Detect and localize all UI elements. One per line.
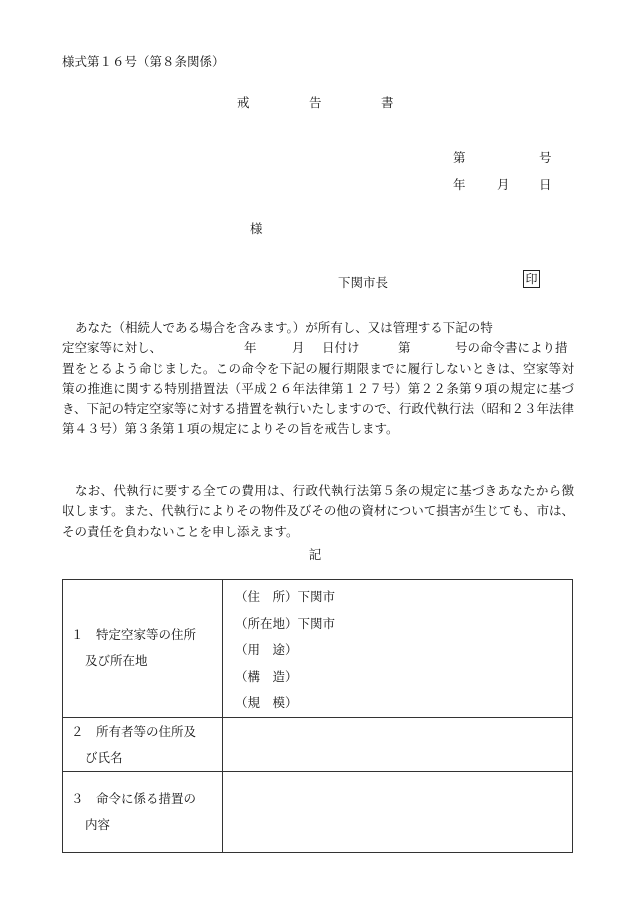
row2-label-line2: び氏名 — [85, 749, 123, 765]
document-title — [0, 93, 630, 109]
table-row — [63, 771, 573, 852]
table-row — [63, 717, 573, 771]
addressee-suffix: 様 — [250, 221, 263, 236]
title-char-3: 書 — [381, 95, 394, 110]
ki-heading: 記 — [308, 547, 322, 562]
form-label: 様式第１６号（第８条関係） — [62, 54, 225, 69]
line2-text: 定空家等に対し、 — [62, 340, 163, 356]
line2-year: 年 — [244, 340, 257, 356]
doc-number-prefix: 第 — [453, 150, 466, 165]
title-char-2: 告 — [309, 95, 322, 110]
table-row — [63, 580, 573, 718]
paragraph-1-rest: 置をとるよう命じました。この命令を下記の履行期限までに履行しないときは、空家等対策の推進に関する特別措置法（平成２６年法律第１２７号）第２２条第９項の規定に基づき、下記の特定空家等に対する措置を執行いたしますので、行政代執行法（昭和２３年法律第４３号）第３条第１項の規定によりその旨を戒告します。 — [62, 360, 574, 437]
paragraph-1 — [62, 318, 574, 440]
structure-value: （構 造） — [235, 668, 298, 684]
line2-number: 第 — [398, 340, 411, 356]
detail-table — [62, 579, 573, 853]
usage-value: （用 途） — [235, 642, 298, 657]
owner-value-cell — [223, 717, 573, 771]
date-year: 年 — [453, 177, 466, 192]
row3-label-line1: ３ 命令に係る措置の — [71, 790, 197, 806]
location-value: （所在地）下関市 — [235, 615, 336, 631]
paragraph-2: なお、代執行に要する全ての費用は、行政代執行法第５条の規定に基づきあなたから徴収します。また、代執行によりその物件及びその他の資材について損害が生じても、市は、その責任を負わないことを申し添えます。 — [62, 483, 574, 539]
title-char-1: 戒 — [237, 95, 250, 110]
line2-date: 日付け — [322, 340, 360, 356]
date-day: 日 — [539, 177, 552, 192]
paragraph-1-line-2 — [62, 338, 574, 358]
doc-number-suffix: 号 — [539, 150, 552, 165]
date-month: 月 — [497, 177, 510, 192]
sender-name: 下関市長 — [338, 275, 389, 290]
measure-value-cell — [223, 771, 573, 852]
line2-rest: 号の命令書により措 — [455, 340, 568, 356]
row2-label-line1: ２ 所有者等の住所及 — [71, 723, 197, 739]
row1-label-line2: 及び所在地 — [85, 653, 148, 668]
line2-month: 月 — [292, 340, 305, 356]
address-value: （住 所）下関市 — [235, 589, 336, 604]
row3-label-line2: 内容 — [85, 816, 111, 832]
seal-stamp: 印 — [523, 270, 540, 288]
paragraph-1-line-1: あなた（相続人である場合を含みます。）が所有し、又は管理する下記の特 — [75, 320, 493, 335]
row1-label-line1: １ 特定空家等の住所 — [71, 627, 197, 642]
scale-value: （規 模） — [235, 695, 298, 710]
